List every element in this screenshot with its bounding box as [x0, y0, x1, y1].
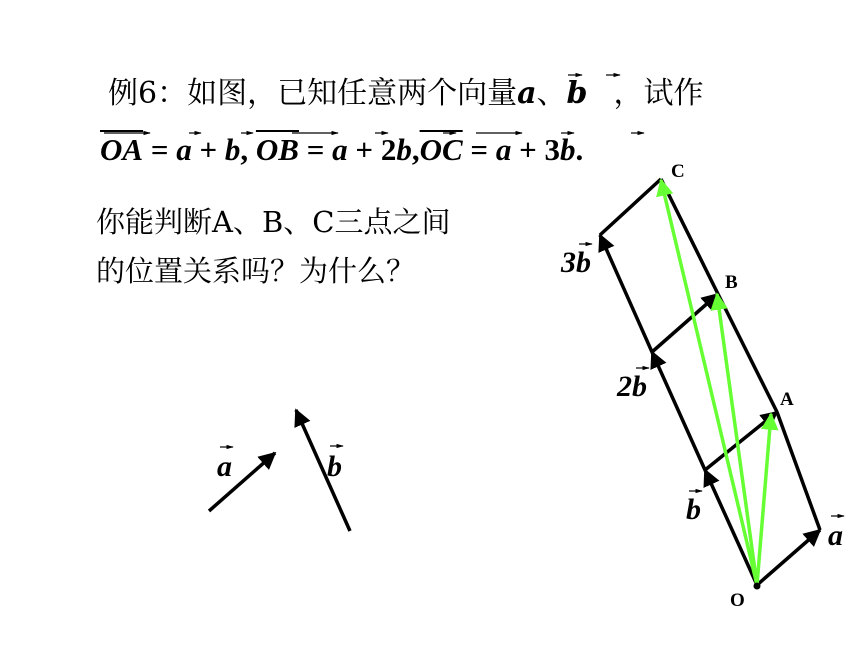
label-point-o: O [730, 590, 745, 611]
label-a-figure: a [828, 519, 843, 552]
formula-plus: + 3 [511, 132, 561, 167]
formula-eq: = [143, 132, 177, 167]
label-a-left: a [217, 450, 232, 483]
label-2b-coef: 2 [617, 370, 632, 403]
formula-oa: $\overline{OA}$ [100, 132, 144, 167]
label-point-b: B [725, 272, 738, 293]
formula-comma: , [411, 132, 420, 167]
label-3b-coef: 3 [561, 246, 576, 279]
title-separator: 、 [536, 76, 567, 111]
formula-b: b [396, 132, 412, 167]
label-point-c: C [671, 161, 685, 182]
title-suffix: ，试作 [613, 76, 704, 111]
question-text: 你能判断A、B、C三点之间的位置关系吗？为什么？ [96, 205, 451, 288]
formula-comma: , [240, 132, 256, 167]
formula-plus: + [191, 132, 225, 167]
formula-oc: $\overline{OC}$ [419, 132, 463, 167]
title-vector-a: a [517, 76, 537, 111]
formula-eq: = [299, 132, 333, 167]
label-b-left: b [327, 450, 342, 483]
formula-b: b [560, 132, 576, 167]
formula-a: a [495, 132, 512, 167]
formula-plus: + 2 [347, 132, 397, 167]
label-3b-vec: b [576, 246, 591, 279]
title-vector-b: b [566, 76, 588, 111]
formula-period: . [575, 132, 584, 167]
label-2b-vec: b [632, 370, 647, 403]
formula-ob: $\overline{OB}$ [255, 132, 299, 167]
label-b-figure: b [686, 493, 701, 526]
formula-a: a [332, 132, 348, 167]
formula-eq: = [462, 132, 496, 167]
label-point-a: A [780, 389, 794, 410]
title-prefix: 例6：如图，已知任意两个向量 [108, 76, 518, 111]
formula-b: b [224, 132, 241, 167]
formula-a: a [176, 132, 192, 167]
